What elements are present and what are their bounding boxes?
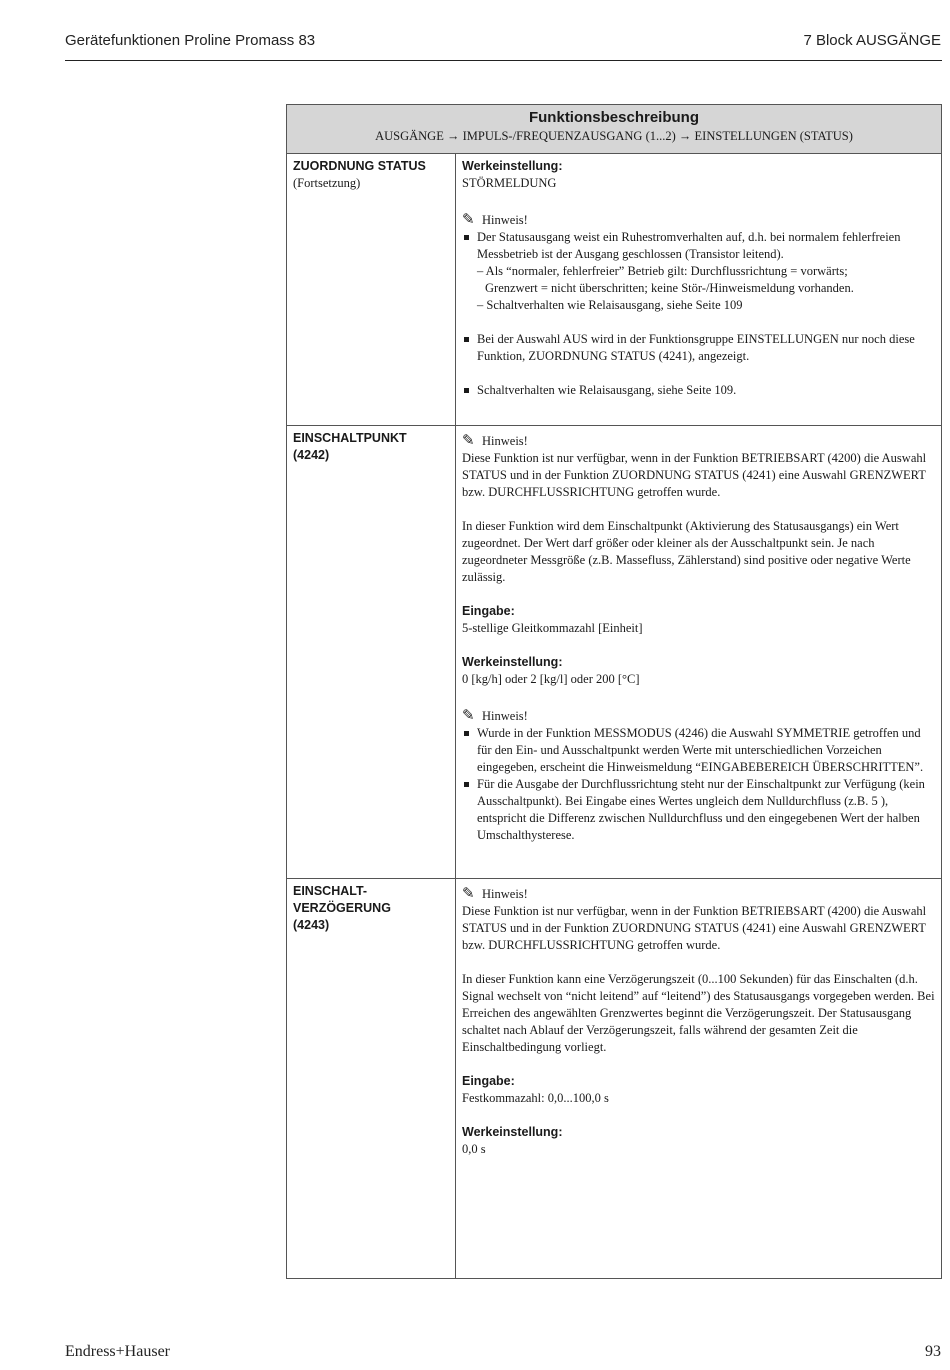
note-block [462,432,935,450]
note-block [462,211,935,229]
factory-setting-value: STÖRMELDUNG [462,176,557,190]
page-number: 93 [925,1343,941,1360]
list-item-text: Der Statusausgang weist ein Ruhestromverhalten auf, d.h. bei normalem fehlerfreien [477,230,901,244]
function-description-cell [456,426,942,879]
header-rule [65,60,942,61]
input-label: Eingabe: [462,604,515,618]
note-label: Hinweis! [482,434,528,448]
dash-item: Grenzwert = nicht überschritten; keine Stör-/Hinweismeldung vorhanden. [485,281,854,295]
list-item: Schaltverhalten wie Relaisausgang, siehe Seite 109. [462,382,935,399]
input-value: Festkommazahl: 0,0...100,0 s [462,1091,609,1105]
note-label: Hinweis! [482,709,528,723]
factory-setting-label: Werkeinstellung: [462,655,563,669]
note-label: Hinweis! [482,213,528,227]
bullet-list [462,725,935,844]
note-text: Diese Funktion ist nur verfügbar, wenn in der Funktion BETRIEBSART (4200) die Auswahl STATUS und in der Funktion ZUORDNUNG STATUS (4241) eine Auswahl GRENZWERT bzw. DURCHFLUSSRICHTUNG getroffen wurde. [462,451,927,499]
function-description-cell [456,879,942,1279]
note-block [462,707,935,725]
factory-setting-label: Werkeinstellung: [462,1125,563,1139]
description-paragraph: In dieser Funktion kann eine Verzögerungszeit (0...100 Sekunden) für das Einschalten (d.h. Signal wechselt von “nicht leitend” auf “leitend”) des Statusausgangs vorgegeben werden. Bei Erreichen des angewählten Grenzwertes beginnt die Verzögerungszeit. Der Statusausgang schaltet nach Ablauf der Verzögerungszeit, falls während der gesamten Zeit die Einschaltbedingung vorliegt. [462,972,935,1054]
note-label: Hinweis! [482,887,528,901]
pencil-note-icon: ✎ [462,706,475,724]
pencil-note-icon: ✎ [462,431,475,449]
factory-setting-value: 0 [kg/h] oder 2 [kg/l] oder 200 [°C] [462,672,640,686]
function-name-cell [287,154,456,426]
footer-brand: Endress+Hauser [65,1343,170,1360]
function-name: VERZÖGERUNG [293,901,391,915]
input-label: Eingabe: [462,1074,515,1088]
pencil-note-icon: ✎ [462,210,475,228]
function-name: EINSCHALT- [293,884,368,898]
function-name: ZUORDNUNG STATUS [293,159,426,173]
function-code: (4243) [293,918,330,932]
note-text: Diese Funktion ist nur verfügbar, wenn in der Funktion BETRIEBSART (4200) die Auswahl STATUS und in der Funktion ZUORDNUNG STATUS (4241) eine Auswahl GRENZWERT bzw. DURCHFLUSSRICHTUNG getroffen wurde. [462,904,927,952]
table-row [287,154,942,426]
running-header-left: Gerätefunktionen Proline Promass 83 [65,32,316,49]
pencil-note-icon: ✎ [462,884,475,902]
input-value: 5-stellige Gleitkommazahl [Einheit] [462,621,643,635]
function-name-cell [287,426,456,879]
list-item: Bei der Auswahl AUS wird in der Funktionsgruppe EINSTELLUNGEN nur noch diese Funktion, ZUORDNUNG STATUS (4241), angezeigt. [462,331,935,365]
function-description-cell [456,154,942,426]
factory-setting-label: Werkeinstellung: [462,159,563,173]
bullet-list [462,382,935,399]
function-code: (4242) [293,448,330,462]
running-header-right: 7 Block AUSGÄNGE [803,32,941,49]
table-title: Funktionsbeschreibung [528,109,699,126]
table-path: AUSGÄNGE → IMPULS-/FREQUENZAUSGANG (1...2) → EINSTELLUNGEN (STATUS) [375,129,853,143]
dash-item: – Schaltverhalten wie Relaisausgang, siehe Seite 109 [477,298,743,312]
list-item: Wurde in der Funktion MESSMODUS (4246) die Auswahl SYMMETRIE getroffen und für den Ein- und Ausschaltpunkt werden Werte mit unterschiedlichen Vorzeichen eingegeben, erscheint die Hinweismeldung “EINGABEBEREICH ÜBERSCHRITTEN”. [462,725,935,776]
function-name: EINSCHALTPUNKT [293,431,407,445]
table-row [287,426,942,879]
description-paragraph: In dieser Funktion wird dem Einschaltpunkt (Aktivierung des Statusausgangs) ein Wert zugeordnet. Der Wert darf größer oder kleiner als der Ausschaltpunkt sein. Je nach zugeordneter Messgröße (z.B. Massefluss, Zählerstand) sind positive oder negative Werte zulässig. [462,519,911,584]
list-item-text: Messbetrieb ist der Ausgang geschlossen (Transistor leitend). [477,247,784,261]
note-block [462,885,935,903]
table-caption [287,105,942,154]
list-item [462,229,935,314]
function-table [286,104,942,1279]
function-name-cell [287,879,456,1279]
function-subname: (Fortsetzung) [293,176,361,190]
table-row [287,879,942,1279]
factory-setting-value: 0,0 s [462,1142,486,1156]
list-item: Für die Ausgabe der Durchflussrichtung steht nur der Einschaltpunkt zur Verfügung (kein Ausschaltpunkt). Bei Eingabe eines Wertes ungleich dem Nulldurchfluss (z.B. 5 ), entspricht die Differenz zwischen Nulldurchfluss und den eingegebenen Wert der halben Umschalthysterese. [462,776,935,844]
bullet-list [462,331,935,365]
bullet-list [462,229,935,314]
dash-item: – Als “normaler, fehlerfreier” Betrieb gilt: Durchflussrichtung = vorwärts; [477,264,848,278]
